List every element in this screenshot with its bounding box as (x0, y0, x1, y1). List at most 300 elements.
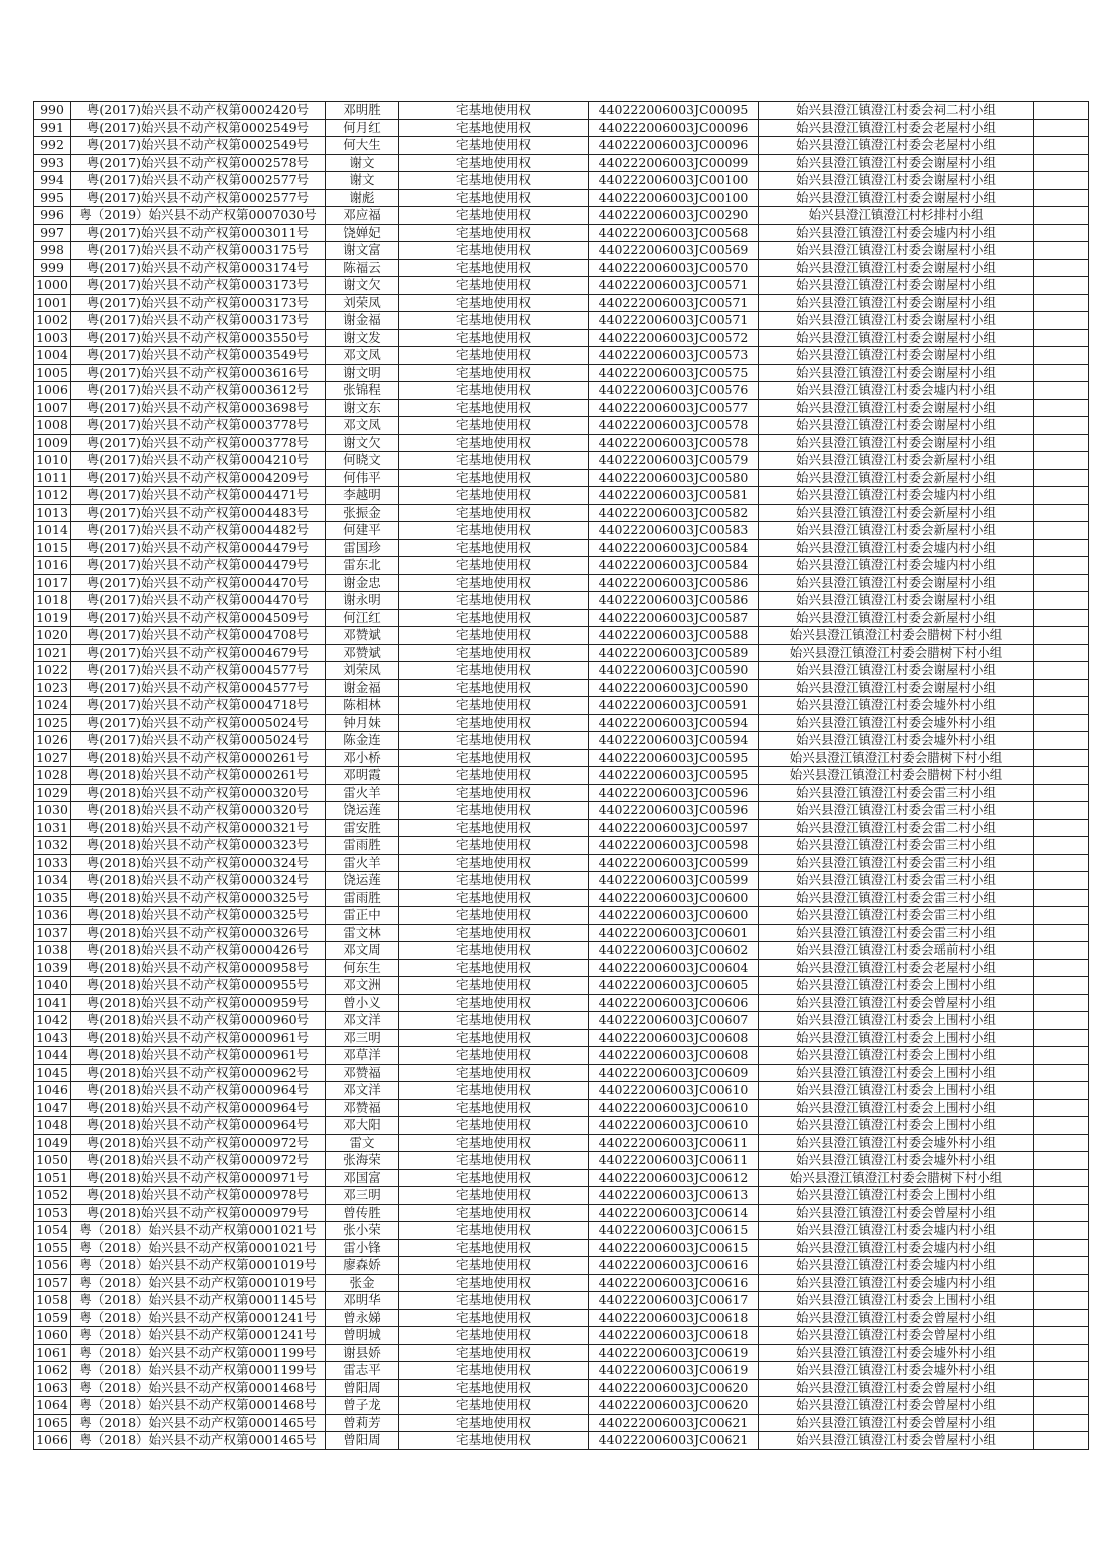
remark-cell (1034, 119, 1089, 137)
owner-name-cell: 雷雨胜 (326, 889, 399, 907)
remark-cell (1034, 1117, 1089, 1135)
remark-cell (1034, 889, 1089, 907)
remark-cell (1034, 1134, 1089, 1152)
remark-cell (1034, 1169, 1089, 1187)
row-number-cell: 1009 (34, 434, 71, 452)
table-row (34, 907, 1089, 925)
owner-name-cell: 雷文林 (326, 924, 399, 942)
right-type-cell: 宅基地使用权 (399, 1309, 589, 1327)
owner-name-cell: 邓赞福 (326, 1099, 399, 1117)
owner-name-cell: 谢文明 (326, 364, 399, 382)
owner-name-cell: 廖森娇 (326, 1257, 399, 1275)
remark-cell (1034, 1397, 1089, 1415)
certificate-number-cell: 粤(2017)始兴县不动产权第0005024号 (71, 714, 326, 732)
remark-cell (1034, 1222, 1089, 1240)
right-type-cell: 宅基地使用权 (399, 959, 589, 977)
certificate-number-cell: 粤(2018)始兴县不动产权第0000426号 (71, 942, 326, 960)
right-type-cell: 宅基地使用权 (399, 119, 589, 137)
owner-name-cell: 何伟平 (326, 469, 399, 487)
table-row (34, 872, 1089, 890)
row-number-cell: 995 (34, 189, 71, 207)
table-row (34, 1292, 1089, 1310)
location-cell: 始兴县澄江镇澄江村委会墟内村小组 (759, 224, 1034, 242)
owner-name-cell: 饶运莲 (326, 802, 399, 820)
table-row (34, 784, 1089, 802)
right-type-cell: 宅基地使用权 (399, 312, 589, 330)
owner-name-cell: 雷安胜 (326, 819, 399, 837)
parcel-code-cell: 440222006003JC00568 (589, 224, 759, 242)
owner-name-cell: 邓三明 (326, 1187, 399, 1205)
location-cell: 始兴县澄江镇澄江村委会谢屋村小组 (759, 592, 1034, 610)
right-type-cell: 宅基地使用权 (399, 452, 589, 470)
owner-name-cell: 曾明城 (326, 1327, 399, 1345)
location-cell: 始兴县澄江镇澄江村委会新屋村小组 (759, 504, 1034, 522)
parcel-code-cell: 440222006003JC00100 (589, 172, 759, 190)
row-number-cell: 1014 (34, 522, 71, 540)
table-row (34, 137, 1089, 155)
right-type-cell: 宅基地使用权 (399, 714, 589, 732)
parcel-code-cell: 440222006003JC00608 (589, 1029, 759, 1047)
right-type-cell: 宅基地使用权 (399, 1169, 589, 1187)
remark-cell (1034, 1082, 1089, 1100)
right-type-cell: 宅基地使用权 (399, 907, 589, 925)
owner-name-cell: 饶婵妃 (326, 224, 399, 242)
right-type-cell: 宅基地使用权 (399, 1414, 589, 1432)
row-number-cell: 1028 (34, 767, 71, 785)
owner-name-cell: 曾永娣 (326, 1309, 399, 1327)
owner-name-cell: 陈福云 (326, 259, 399, 277)
owner-name-cell: 谢文欠 (326, 277, 399, 295)
table-row (34, 294, 1089, 312)
row-number-cell: 1062 (34, 1362, 71, 1380)
right-type-cell: 宅基地使用权 (399, 1432, 589, 1450)
certificate-number-cell: 粤(2018)始兴县不动产权第0000326号 (71, 924, 326, 942)
owner-name-cell: 何晓文 (326, 452, 399, 470)
certificate-number-cell: 粤(2018)始兴县不动产权第0000960号 (71, 1012, 326, 1030)
row-number-cell: 1060 (34, 1327, 71, 1345)
owner-name-cell: 曾子龙 (326, 1397, 399, 1415)
right-type-cell: 宅基地使用权 (399, 1029, 589, 1047)
location-cell: 始兴县澄江镇澄江村委会谢屋村小组 (759, 574, 1034, 592)
row-number-cell: 1046 (34, 1082, 71, 1100)
certificate-number-cell: 粤(2017)始兴县不动产权第0004577号 (71, 679, 326, 697)
right-type-cell: 宅基地使用权 (399, 942, 589, 960)
certificate-number-cell: 粤(2017)始兴县不动产权第0003175号 (71, 242, 326, 260)
row-number-cell: 1066 (34, 1432, 71, 1450)
certificate-number-cell: 粤(2017)始兴县不动产权第0003778号 (71, 434, 326, 452)
owner-name-cell: 何建平 (326, 522, 399, 540)
remark-cell (1034, 224, 1089, 242)
row-number-cell: 1057 (34, 1274, 71, 1292)
location-cell: 始兴县澄江镇澄江村委会曾屋村小组 (759, 1432, 1034, 1450)
remark-cell (1034, 242, 1089, 260)
location-cell: 始兴县澄江镇澄江村委会曾屋村小组 (759, 994, 1034, 1012)
certificate-number-cell: 粤(2017)始兴县不动产权第0004509号 (71, 609, 326, 627)
table-row (34, 189, 1089, 207)
location-cell: 始兴县澄江镇澄江村委会上围村小组 (759, 1064, 1034, 1082)
parcel-code-cell: 440222006003JC00617 (589, 1292, 759, 1310)
certificate-number-cell: 粤（2018）始兴县不动产权第0001021号 (71, 1239, 326, 1257)
owner-name-cell: 雷正中 (326, 907, 399, 925)
remark-cell (1034, 714, 1089, 732)
certificate-number-cell: 粤(2017)始兴县不动产权第0003549号 (71, 347, 326, 365)
certificate-number-cell: 粤(2018)始兴县不动产权第0000325号 (71, 907, 326, 925)
remark-cell (1034, 1257, 1089, 1275)
certificate-number-cell: 粤(2017)始兴县不动产权第0002549号 (71, 119, 326, 137)
right-type-cell: 宅基地使用权 (399, 1274, 589, 1292)
remark-cell (1034, 749, 1089, 767)
row-number-cell: 1055 (34, 1239, 71, 1257)
table-row (34, 644, 1089, 662)
row-number-cell: 1039 (34, 959, 71, 977)
parcel-code-cell: 440222006003JC00620 (589, 1397, 759, 1415)
table-row (34, 312, 1089, 330)
certificate-number-cell: 粤(2018)始兴县不动产权第0000962号 (71, 1064, 326, 1082)
table-row (34, 277, 1089, 295)
row-number-cell: 1025 (34, 714, 71, 732)
table-row (34, 1257, 1089, 1275)
remark-cell (1034, 592, 1089, 610)
table-row (34, 994, 1089, 1012)
right-type-cell: 宅基地使用权 (399, 487, 589, 505)
row-number-cell: 1032 (34, 837, 71, 855)
table-row (34, 1134, 1089, 1152)
certificate-number-cell: 粤(2018)始兴县不动产权第0000961号 (71, 1029, 326, 1047)
right-type-cell: 宅基地使用权 (399, 1362, 589, 1380)
right-type-cell: 宅基地使用权 (399, 592, 589, 610)
owner-name-cell: 谢文欠 (326, 434, 399, 452)
table-row (34, 574, 1089, 592)
parcel-code-cell: 440222006003JC00590 (589, 679, 759, 697)
certificate-number-cell: 粤(2017)始兴县不动产权第0003616号 (71, 364, 326, 382)
certificate-number-cell: 粤(2017)始兴县不动产权第0004482号 (71, 522, 326, 540)
table-row (34, 1327, 1089, 1345)
remark-cell (1034, 522, 1089, 540)
location-cell: 始兴县澄江镇澄江村委会墟内村小组 (759, 1222, 1034, 1240)
row-number-cell: 1021 (34, 644, 71, 662)
owner-name-cell: 何东生 (326, 959, 399, 977)
certificate-number-cell: 粤(2018)始兴县不动产权第0000964号 (71, 1117, 326, 1135)
owner-name-cell: 谢文 (326, 172, 399, 190)
right-type-cell: 宅基地使用权 (399, 1292, 589, 1310)
remark-cell (1034, 1239, 1089, 1257)
right-type-cell: 宅基地使用权 (399, 102, 589, 120)
parcel-code-cell: 440222006003JC00100 (589, 189, 759, 207)
remark-cell (1034, 767, 1089, 785)
row-number-cell: 1002 (34, 312, 71, 330)
owner-name-cell: 邓国富 (326, 1169, 399, 1187)
table-row (34, 242, 1089, 260)
row-number-cell: 1010 (34, 452, 71, 470)
owner-name-cell: 邓文周 (326, 942, 399, 960)
table-row (34, 522, 1089, 540)
remark-cell (1034, 1099, 1089, 1117)
certificate-number-cell: 粤(2017)始兴县不动产权第0002577号 (71, 189, 326, 207)
remark-cell (1034, 557, 1089, 575)
row-number-cell: 1004 (34, 347, 71, 365)
table-row (34, 592, 1089, 610)
owner-name-cell: 雷雨胜 (326, 837, 399, 855)
table-row (34, 347, 1089, 365)
location-cell: 始兴县澄江镇澄江村委会雷三村小组 (759, 837, 1034, 855)
remark-cell (1034, 1362, 1089, 1380)
owner-name-cell: 张振金 (326, 504, 399, 522)
right-type-cell: 宅基地使用权 (399, 872, 589, 890)
table-row (34, 1047, 1089, 1065)
location-cell: 始兴县澄江镇澄江村委会墟外村小组 (759, 732, 1034, 750)
remark-cell (1034, 417, 1089, 435)
remark-cell (1034, 1064, 1089, 1082)
parcel-code-cell: 440222006003JC00586 (589, 592, 759, 610)
table-row (34, 1204, 1089, 1222)
owner-name-cell: 邓草洋 (326, 1047, 399, 1065)
owner-name-cell: 雷志平 (326, 1362, 399, 1380)
right-type-cell: 宅基地使用权 (399, 557, 589, 575)
certificate-number-cell: 粤（2018）始兴县不动产权第0001021号 (71, 1222, 326, 1240)
certificate-number-cell: 粤(2017)始兴县不动产权第0004577号 (71, 662, 326, 680)
right-type-cell: 宅基地使用权 (399, 1397, 589, 1415)
right-type-cell: 宅基地使用权 (399, 819, 589, 837)
location-cell: 始兴县澄江镇澄江村委会墟外村小组 (759, 1152, 1034, 1170)
location-cell: 始兴县澄江镇澄江村委会谢屋村小组 (759, 399, 1034, 417)
parcel-code-cell: 440222006003JC00599 (589, 872, 759, 890)
table-row (34, 1414, 1089, 1432)
owner-name-cell: 雷文 (326, 1134, 399, 1152)
owner-name-cell: 谢文东 (326, 399, 399, 417)
certificate-number-cell: 粤(2018)始兴县不动产权第0000964号 (71, 1082, 326, 1100)
remark-cell (1034, 644, 1089, 662)
certificate-number-cell: 粤(2018)始兴县不动产权第0000320号 (71, 784, 326, 802)
owner-name-cell: 邓三明 (326, 1029, 399, 1047)
right-type-cell: 宅基地使用权 (399, 1047, 589, 1065)
parcel-code-cell: 440222006003JC00571 (589, 312, 759, 330)
location-cell: 始兴县澄江镇澄江村杉排村小组 (759, 207, 1034, 225)
right-type-cell: 宅基地使用权 (399, 854, 589, 872)
certificate-number-cell: 粤(2017)始兴县不动产权第0002578号 (71, 154, 326, 172)
parcel-code-cell: 440222006003JC00621 (589, 1414, 759, 1432)
certificate-number-cell: 粤（2018）始兴县不动产权第0001241号 (71, 1309, 326, 1327)
right-type-cell: 宅基地使用权 (399, 1257, 589, 1275)
parcel-code-cell: 440222006003JC00602 (589, 942, 759, 960)
row-number-cell: 1017 (34, 574, 71, 592)
owner-name-cell: 曾阳周 (326, 1432, 399, 1450)
certificate-number-cell: 粤(2017)始兴县不动产权第0004479号 (71, 539, 326, 557)
right-type-cell: 宅基地使用权 (399, 609, 589, 627)
owner-name-cell: 谢永明 (326, 592, 399, 610)
owner-name-cell: 雷小锋 (326, 1239, 399, 1257)
location-cell: 始兴县澄江镇澄江村委会雷二村小组 (759, 819, 1034, 837)
right-type-cell: 宅基地使用权 (399, 574, 589, 592)
location-cell: 始兴县澄江镇澄江村委会谢屋村小组 (759, 189, 1034, 207)
right-type-cell: 宅基地使用权 (399, 154, 589, 172)
owner-name-cell: 陈金连 (326, 732, 399, 750)
certificate-number-cell: 粤(2018)始兴县不动产权第0000323号 (71, 837, 326, 855)
row-number-cell: 1056 (34, 1257, 71, 1275)
certificate-number-cell: 粤(2018)始兴县不动产权第0000324号 (71, 872, 326, 890)
table-row (34, 224, 1089, 242)
row-number-cell: 1042 (34, 1012, 71, 1030)
table-row (34, 854, 1089, 872)
location-cell: 始兴县澄江镇澄江村委会腊树下村小组 (759, 767, 1034, 785)
location-cell: 始兴县澄江镇澄江村委会上围村小组 (759, 1117, 1034, 1135)
remark-cell (1034, 942, 1089, 960)
parcel-code-cell: 440222006003JC00570 (589, 259, 759, 277)
remark-cell (1034, 504, 1089, 522)
parcel-code-cell: 440222006003JC00575 (589, 364, 759, 382)
remark-cell (1034, 259, 1089, 277)
parcel-code-cell: 440222006003JC00598 (589, 837, 759, 855)
parcel-code-cell: 440222006003JC00590 (589, 662, 759, 680)
owner-name-cell: 雷火羊 (326, 854, 399, 872)
row-number-cell: 1038 (34, 942, 71, 960)
certificate-number-cell: 粤（2018）始兴县不动产权第0001019号 (71, 1257, 326, 1275)
parcel-code-cell: 440222006003JC00600 (589, 907, 759, 925)
remark-cell (1034, 154, 1089, 172)
parcel-code-cell: 440222006003JC00606 (589, 994, 759, 1012)
row-number-cell: 1045 (34, 1064, 71, 1082)
owner-name-cell: 邓明霞 (326, 767, 399, 785)
certificate-number-cell: 粤(2018)始兴县不动产权第0000961号 (71, 1047, 326, 1065)
row-number-cell: 1023 (34, 679, 71, 697)
remark-cell (1034, 189, 1089, 207)
right-type-cell: 宅基地使用权 (399, 1327, 589, 1345)
table-row (34, 1099, 1089, 1117)
row-number-cell: 1049 (34, 1134, 71, 1152)
certificate-number-cell: 粤(2018)始兴县不动产权第0000324号 (71, 854, 326, 872)
location-cell: 始兴县澄江镇澄江村委会新屋村小组 (759, 452, 1034, 470)
table-row (34, 1082, 1089, 1100)
register-rows (34, 102, 1089, 1450)
table-row (34, 1274, 1089, 1292)
parcel-code-cell: 440222006003JC00581 (589, 487, 759, 505)
parcel-code-cell: 440222006003JC00584 (589, 539, 759, 557)
parcel-code-cell: 440222006003JC00573 (589, 347, 759, 365)
table-row (34, 557, 1089, 575)
remark-cell (1034, 312, 1089, 330)
table-row (34, 119, 1089, 137)
remark-cell (1034, 434, 1089, 452)
remark-cell (1034, 137, 1089, 155)
owner-name-cell: 邓文凤 (326, 347, 399, 365)
remark-cell (1034, 102, 1089, 120)
row-number-cell: 1047 (34, 1099, 71, 1117)
location-cell: 始兴县澄江镇澄江村委会雷三村小组 (759, 854, 1034, 872)
right-type-cell: 宅基地使用权 (399, 172, 589, 190)
right-type-cell: 宅基地使用权 (399, 469, 589, 487)
owner-name-cell: 谢文富 (326, 242, 399, 260)
parcel-code-cell: 440222006003JC00611 (589, 1152, 759, 1170)
parcel-code-cell: 440222006003JC00615 (589, 1222, 759, 1240)
location-cell: 始兴县澄江镇澄江村委会雷三村小组 (759, 784, 1034, 802)
certificate-number-cell: 粤(2017)始兴县不动产权第0004718号 (71, 697, 326, 715)
table-row (34, 102, 1089, 120)
remark-cell (1034, 574, 1089, 592)
row-number-cell: 1016 (34, 557, 71, 575)
right-type-cell: 宅基地使用权 (399, 277, 589, 295)
table-row (34, 1239, 1089, 1257)
parcel-code-cell: 440222006003JC00582 (589, 504, 759, 522)
row-number-cell: 1005 (34, 364, 71, 382)
location-cell: 始兴县澄江镇澄江村委会谢屋村小组 (759, 259, 1034, 277)
row-number-cell: 999 (34, 259, 71, 277)
parcel-code-cell: 440222006003JC00586 (589, 574, 759, 592)
table-row (34, 662, 1089, 680)
location-cell: 始兴县澄江镇澄江村委会墟外村小组 (759, 714, 1034, 732)
parcel-code-cell: 440222006003JC00595 (589, 749, 759, 767)
certificate-number-cell: 粤(2017)始兴县不动产权第0004679号 (71, 644, 326, 662)
right-type-cell: 宅基地使用权 (399, 767, 589, 785)
location-cell: 始兴县澄江镇澄江村委会新屋村小组 (759, 609, 1034, 627)
table-row (34, 697, 1089, 715)
location-cell: 始兴县澄江镇澄江村委会墟内村小组 (759, 557, 1034, 575)
remark-cell (1034, 277, 1089, 295)
certificate-number-cell: 粤(2018)始兴县不动产权第0000955号 (71, 977, 326, 995)
certificate-number-cell: 粤(2018)始兴县不动产权第0000959号 (71, 994, 326, 1012)
row-number-cell: 1063 (34, 1379, 71, 1397)
parcel-code-cell: 440222006003JC00607 (589, 1012, 759, 1030)
owner-name-cell: 何大生 (326, 137, 399, 155)
parcel-code-cell: 440222006003JC00571 (589, 277, 759, 295)
location-cell: 始兴县澄江镇澄江村委会墟内村小组 (759, 487, 1034, 505)
table-row (34, 837, 1089, 855)
row-number-cell: 993 (34, 154, 71, 172)
certificate-number-cell: 粤(2017)始兴县不动产权第0003612号 (71, 382, 326, 400)
location-cell: 始兴县澄江镇澄江村委会墟外村小组 (759, 1362, 1034, 1380)
location-cell: 始兴县澄江镇澄江村委会新屋村小组 (759, 522, 1034, 540)
parcel-code-cell: 440222006003JC00614 (589, 1204, 759, 1222)
parcel-code-cell: 440222006003JC00591 (589, 697, 759, 715)
remark-cell (1034, 487, 1089, 505)
row-number-cell: 1040 (34, 977, 71, 995)
certificate-number-cell: 粤（2019）始兴县不动产权第0007030号 (71, 207, 326, 225)
table-row (34, 924, 1089, 942)
certificate-number-cell: 粤(2018)始兴县不动产权第0000321号 (71, 819, 326, 837)
row-number-cell: 997 (34, 224, 71, 242)
location-cell: 始兴县澄江镇澄江村委会瑶前村小组 (759, 942, 1034, 960)
parcel-code-cell: 440222006003JC00577 (589, 399, 759, 417)
table-row (34, 469, 1089, 487)
right-type-cell: 宅基地使用权 (399, 137, 589, 155)
owner-name-cell: 雷东北 (326, 557, 399, 575)
table-row (34, 172, 1089, 190)
remark-cell (1034, 1187, 1089, 1205)
remark-cell (1034, 1327, 1089, 1345)
remark-cell (1034, 1379, 1089, 1397)
parcel-code-cell: 440222006003JC00613 (589, 1187, 759, 1205)
row-number-cell: 1020 (34, 627, 71, 645)
row-number-cell: 1027 (34, 749, 71, 767)
location-cell: 始兴县澄江镇澄江村委会谢屋村小组 (759, 172, 1034, 190)
right-type-cell: 宅基地使用权 (399, 522, 589, 540)
right-type-cell: 宅基地使用权 (399, 347, 589, 365)
parcel-code-cell: 440222006003JC00571 (589, 294, 759, 312)
remark-cell (1034, 1292, 1089, 1310)
table-row (34, 1029, 1089, 1047)
remark-cell (1034, 364, 1089, 382)
remark-cell (1034, 627, 1089, 645)
owner-name-cell: 邓明华 (326, 1292, 399, 1310)
remark-cell (1034, 399, 1089, 417)
location-cell: 始兴县澄江镇澄江村委会腊树下村小组 (759, 627, 1034, 645)
location-cell: 始兴县澄江镇澄江村委会谢屋村小组 (759, 364, 1034, 382)
row-number-cell: 1041 (34, 994, 71, 1012)
owner-name-cell: 邓文凤 (326, 417, 399, 435)
row-number-cell: 1037 (34, 924, 71, 942)
location-cell: 始兴县澄江镇澄江村委会老屋村小组 (759, 959, 1034, 977)
certificate-number-cell: 粤(2017)始兴县不动产权第0003174号 (71, 259, 326, 277)
remark-cell (1034, 1274, 1089, 1292)
table-row (34, 977, 1089, 995)
